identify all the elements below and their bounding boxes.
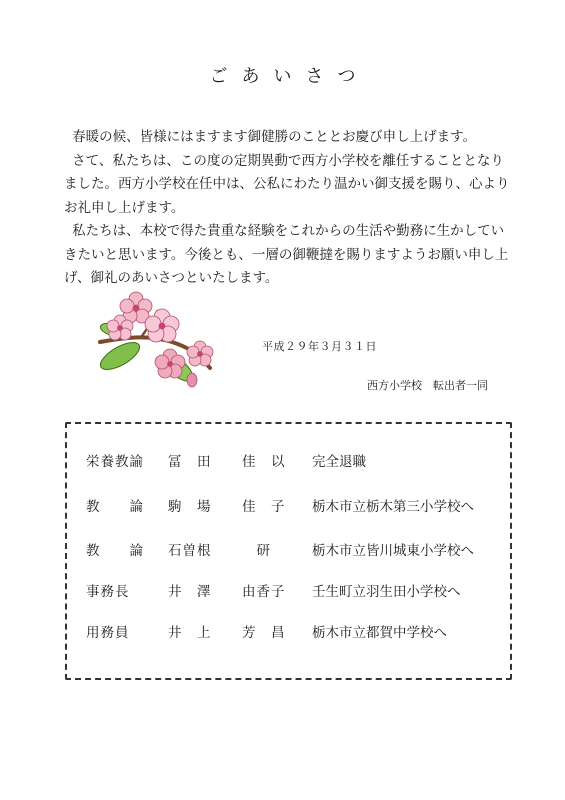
staff-surname: 冨 田 — [168, 454, 212, 470]
staff-destination: 栃木市立皆川城東小学校へ — [312, 543, 474, 559]
staff-destination: 完全退職 — [312, 454, 366, 470]
greeting-body — [64, 126, 514, 291]
greeting-paragraph-2: さて、私たちは、この度の定期異動で西方小学校を離任することとなりました。西方小学校在任中は、公私にわたり温かい御支援を賜り、心よりお礼申し上げます。 — [64, 152, 510, 216]
staff-surname: 石曽根 — [168, 543, 212, 559]
staff-surname: 井 澤 — [168, 584, 212, 600]
staff-given-name: 由香子 — [242, 584, 286, 600]
staff-given-name: 佳 子 — [242, 499, 286, 515]
staff-role: 用務員 — [86, 625, 130, 641]
greeting-paragraph-1: 春暖の候、皆様にはますます御健勝のこととお慶び申し上げます。 — [72, 129, 477, 145]
staff-row — [86, 452, 506, 472]
staff-surname: 井 上 — [168, 625, 212, 641]
page-title: ごあいさつ — [209, 66, 370, 87]
staff-role: 栄養教諭 — [86, 454, 144, 470]
staff-role: 教 論 — [86, 499, 144, 515]
staff-given-name: 研 — [242, 543, 271, 559]
staff-row — [86, 497, 506, 517]
staff-given-name: 佳 以 — [242, 454, 286, 470]
sender: 西方小学校 転出者一同 — [367, 379, 488, 392]
staff-surname: 駒 場 — [168, 499, 212, 515]
staff-given-name: 芳 昌 — [242, 625, 286, 641]
staff-row — [86, 623, 506, 643]
staff-row — [86, 582, 506, 602]
date: 平成２９年３月３１日 — [262, 340, 377, 353]
staff-row — [86, 541, 506, 561]
staff-destination: 壬生町立羽生田小学校へ — [312, 584, 461, 600]
staff-role: 教 論 — [86, 543, 144, 559]
staff-destination: 栃木市立栃木第三小学校へ — [312, 499, 474, 515]
staff-role: 事務長 — [86, 584, 130, 600]
cherry-blossom-illustration — [92, 290, 222, 392]
staff-destination: 栃木市立都賀中学校へ — [312, 625, 447, 641]
greeting-paragraph-3: 私たちは、本校で得た貴重な経験をこれからの生活や勤務に生かしていきたいと思います。今後とも、一層の御鞭撻を賜りますようお願い申し上げ、御礼のあいさつといたします。 — [64, 223, 509, 286]
